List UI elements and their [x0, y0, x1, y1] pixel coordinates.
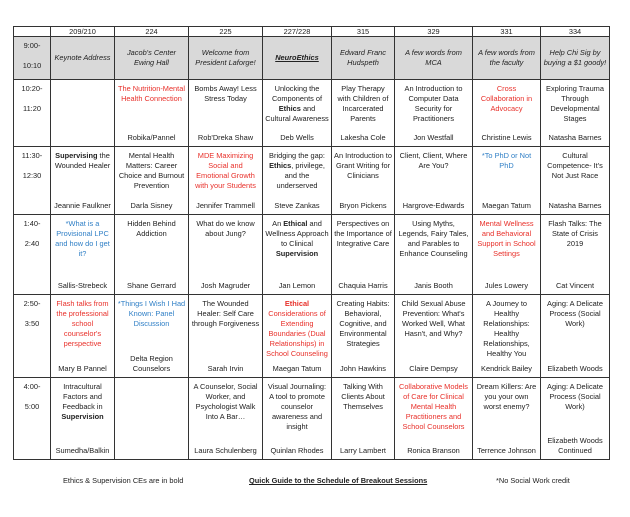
session-cell	[189, 378, 263, 460]
room-header: 227/228	[263, 27, 332, 37]
session-cell	[263, 147, 332, 215]
session-title: Aging: A Delicate Process (Social Work)	[547, 299, 603, 328]
session-cell	[473, 378, 541, 460]
session-speaker: John Hawkins	[339, 364, 386, 373]
session-speaker: Jennifer Trammell	[196, 201, 255, 210]
session-title: Dream Killers: Are you your own worst enemy?	[476, 382, 537, 411]
schedule-title: Quick Guide to the Schedule of Breakout Sessions	[249, 476, 428, 485]
session-title: *Things I Wish I Had Known: Panel Discussion	[117, 299, 186, 328]
keynote-cell: Help Chi Sig by buying a $1 goody!	[541, 37, 610, 80]
session-title: Flash Talks: The State of Crisis 2019	[548, 219, 602, 248]
session-speaker: Darla Sisney	[130, 201, 173, 210]
session-speaker	[53, 143, 112, 145]
session-title: A Counselor, Social Worker, and Psychologist Walk Into A Bar…	[193, 382, 258, 421]
session-speaker: Shane Gerrard	[127, 281, 176, 290]
session-title: Mental Wellness and Behavioral Support in School Settings	[477, 219, 536, 258]
session-cell	[115, 80, 189, 147]
session-speaker: Natasha Barnes	[548, 201, 602, 210]
session-speaker: Chaquia Harris	[338, 281, 388, 290]
session-speaker: Mary B Pannel	[58, 364, 107, 373]
session-speaker: Hargrove-Edwards	[402, 201, 465, 210]
session-speaker: Maegan Tatum	[272, 364, 322, 373]
session-cell	[51, 147, 115, 215]
session-speaker: Larry Lambert	[339, 446, 386, 455]
session-title: A Journey to Healthy Relationships: Healthy Relationships, Healthy You	[483, 299, 530, 358]
room-header: 209/210	[51, 27, 115, 37]
session-title: Perspectives on the Importance of Integrative Care	[334, 219, 392, 248]
session-cell	[332, 147, 395, 215]
session-title	[117, 378, 186, 382]
time-slot: 11:30- 12:30	[14, 147, 51, 215]
session-cell	[115, 215, 189, 295]
session-title: Collaborative Models of Care for Clinical Mental Health Practitioners and School Counselors	[398, 382, 468, 431]
session-cell	[189, 80, 263, 147]
session-cell	[332, 295, 395, 378]
session-speaker: Laura Schulenberg	[194, 446, 257, 455]
session-speaker: Robika/Pannel	[127, 133, 176, 142]
session-speaker: Christine Lewis	[481, 133, 532, 142]
session-title: MDE Maximizing Social and Emotional Growth with your Students	[195, 151, 256, 190]
session-title: An Ethical and Wellness Approach to Clinical Supervision	[265, 219, 329, 258]
session-row	[14, 147, 610, 215]
session-speaker: Quinlan Rhodes	[270, 446, 324, 455]
room-header-row	[14, 27, 610, 37]
session-cell	[189, 215, 263, 295]
session-title: Ethical Considerations of Extending Boundaries (Dual Relationships) in School Counseling	[266, 299, 328, 358]
session-speaker: Josh Magruder	[200, 281, 251, 290]
session-speaker: Kendrick Bailey	[481, 364, 532, 373]
session-title: Aging: A Delicate Process (Social Work)	[547, 382, 603, 411]
session-speaker: Cat Vincent	[555, 281, 595, 290]
session-title: *What is a Provisional LPC and how do I get it?	[55, 219, 110, 258]
session-title: Cross Collaboration in Advocacy	[480, 84, 533, 113]
session-speaker: Maegan Tatum	[482, 201, 531, 210]
room-header: 224	[115, 27, 189, 37]
session-title: *To PhD or Not PhD	[481, 151, 532, 170]
session-title: Child Sexual Abuse Prevention: What's Worked Well, What Hasn't, and Why?	[401, 299, 466, 338]
session-title: Creating Habits: Behavioral, Cognitive, and Environmental Strategies	[336, 299, 390, 348]
session-title: Hidden Behind Addiction	[127, 219, 176, 238]
session-speaker: Sumedha/Balkin	[55, 446, 110, 455]
session-speaker: Claire Dempsy	[409, 364, 458, 373]
session-title: Play Therapy with Children of Incarcerated Parents	[337, 84, 389, 123]
session-cell	[395, 295, 473, 378]
session-title: Bombs Away! Less Stress Today	[194, 84, 257, 103]
session-speaker: Jules Lowery	[484, 281, 529, 290]
room-header: 225	[189, 27, 263, 37]
session-cell	[51, 80, 115, 147]
session-speaker	[117, 456, 186, 458]
session-cell	[115, 295, 189, 378]
social-work-credit-note: *No Social Work credit	[496, 476, 570, 485]
session-title: Supervising the Wounded Healer	[54, 151, 111, 170]
session-cell	[263, 378, 332, 460]
session-cell	[473, 147, 541, 215]
time-slot: 1:40- 2:40	[14, 215, 51, 295]
session-cell	[332, 80, 395, 147]
room-header	[14, 27, 51, 37]
session-speaker: Elizabeth Woods	[547, 364, 603, 373]
session-cell	[395, 80, 473, 147]
keynote-cell: Edward Franc Hudspeth	[332, 37, 395, 80]
session-title	[53, 80, 112, 84]
session-cell	[189, 295, 263, 378]
session-cell	[473, 215, 541, 295]
session-row	[14, 295, 610, 378]
keynote-row	[14, 37, 610, 80]
session-title: An Introduction to Computer Data Security for Practitioners	[404, 84, 463, 123]
session-title: Client, Client, Where Are You?	[399, 151, 468, 170]
session-row	[14, 378, 610, 460]
session-cell	[115, 378, 189, 460]
session-title: Unlocking the Components of Ethics and Cultural Awareness	[265, 84, 329, 123]
schedule-table	[13, 26, 610, 460]
bold-ces-note: Ethics & Supervision CEs are in bold	[63, 476, 184, 485]
session-speaker: Jon Westfall	[413, 133, 454, 142]
session-cell	[189, 147, 263, 215]
session-speaker: Jeannie Faulkner	[54, 201, 111, 210]
session-speaker: Janis Booth	[414, 281, 453, 290]
session-speaker: Steve Zankas	[274, 201, 320, 210]
room-header: 331	[473, 27, 541, 37]
session-cell	[51, 215, 115, 295]
room-header: 334	[541, 27, 610, 37]
session-speaker: Ronica Branson	[407, 446, 460, 455]
session-cell	[541, 147, 610, 215]
session-cell	[395, 147, 473, 215]
session-speaker: Natasha Barnes	[548, 133, 602, 142]
session-row	[14, 215, 610, 295]
session-speaker: Terrence Johnson	[477, 446, 536, 455]
session-cell	[395, 215, 473, 295]
session-speaker: Lakesha Cole	[340, 133, 386, 142]
keynote-cell: A few words from the faculty	[473, 37, 541, 80]
session-title: Cultural Competence- It's Not Just Race	[547, 151, 603, 180]
session-speaker: Sallis-Strebeck	[57, 281, 108, 290]
session-title: What do we know about Jung?	[196, 219, 255, 238]
session-title: Visual Journaling: A tool to promote counselor awareness and insight	[267, 382, 327, 431]
session-cell	[541, 215, 610, 295]
session-cell	[395, 378, 473, 460]
session-speaker: Deb Wells	[280, 133, 314, 142]
session-speaker: Elizabeth Woods Continued	[547, 436, 603, 455]
session-cell	[541, 80, 610, 147]
session-title: The Wounded Healer: Self Care through Forgiveness	[191, 299, 260, 328]
session-title: An Introduction to Grant Writing for Clinicians	[334, 151, 392, 180]
session-title: Talking With Clients About Themselves	[341, 382, 385, 411]
session-cell	[541, 378, 610, 460]
session-title: Exploring Trauma Through Developmental Stages	[546, 84, 604, 123]
session-title: Mental Health Matters: Career Choice and Burnout Prevention	[118, 151, 185, 190]
session-title: The Nutrition-Mental Health Connection	[118, 84, 185, 103]
session-cell	[263, 295, 332, 378]
session-title: Flash talks from the professional school counselor's perspective	[56, 299, 109, 348]
session-cell	[473, 295, 541, 378]
session-cell	[263, 80, 332, 147]
room-header: 315	[332, 27, 395, 37]
session-row	[14, 80, 610, 147]
keynote-cell: A few words from MCA	[395, 37, 473, 80]
session-cell	[51, 295, 115, 378]
session-cell	[115, 147, 189, 215]
room-header: 329	[395, 27, 473, 37]
session-cell	[263, 215, 332, 295]
time-slot: 2:50- 3:50	[14, 295, 51, 378]
time-slot: 4:00- 5:00	[14, 378, 51, 460]
keynote-cell: NeuroEthics	[263, 37, 332, 80]
time-slot: 9:00- 10:10	[14, 37, 51, 80]
session-speaker: Jan Lemon	[278, 281, 316, 290]
session-speaker: Delta Region Counselors	[130, 354, 173, 373]
session-cell	[473, 80, 541, 147]
session-title: Using Myths, Legends, Fairy Tales, and Parables to Enhance Counseling	[398, 219, 469, 258]
session-title: Bridging the gap: Ethics, privilege, and the underserved	[269, 151, 325, 190]
session-cell	[332, 215, 395, 295]
session-speaker: Bryon Pickens	[339, 201, 387, 210]
time-slot: 10:20- 11:20	[14, 80, 51, 147]
session-cell	[51, 378, 115, 460]
keynote-cell: Welcome from President Laforge!	[189, 37, 263, 80]
session-speaker: Rob'Dreka Shaw	[197, 133, 254, 142]
keynote-cell: Jacob's Center Ewing Hall	[115, 37, 189, 80]
keynote-cell: Keynote Address	[51, 37, 115, 80]
session-cell	[541, 295, 610, 378]
session-title: Intracultural Factors and Feedback in Supervision	[61, 382, 104, 421]
session-cell	[332, 378, 395, 460]
session-speaker: Sarah Irvin	[207, 364, 244, 373]
